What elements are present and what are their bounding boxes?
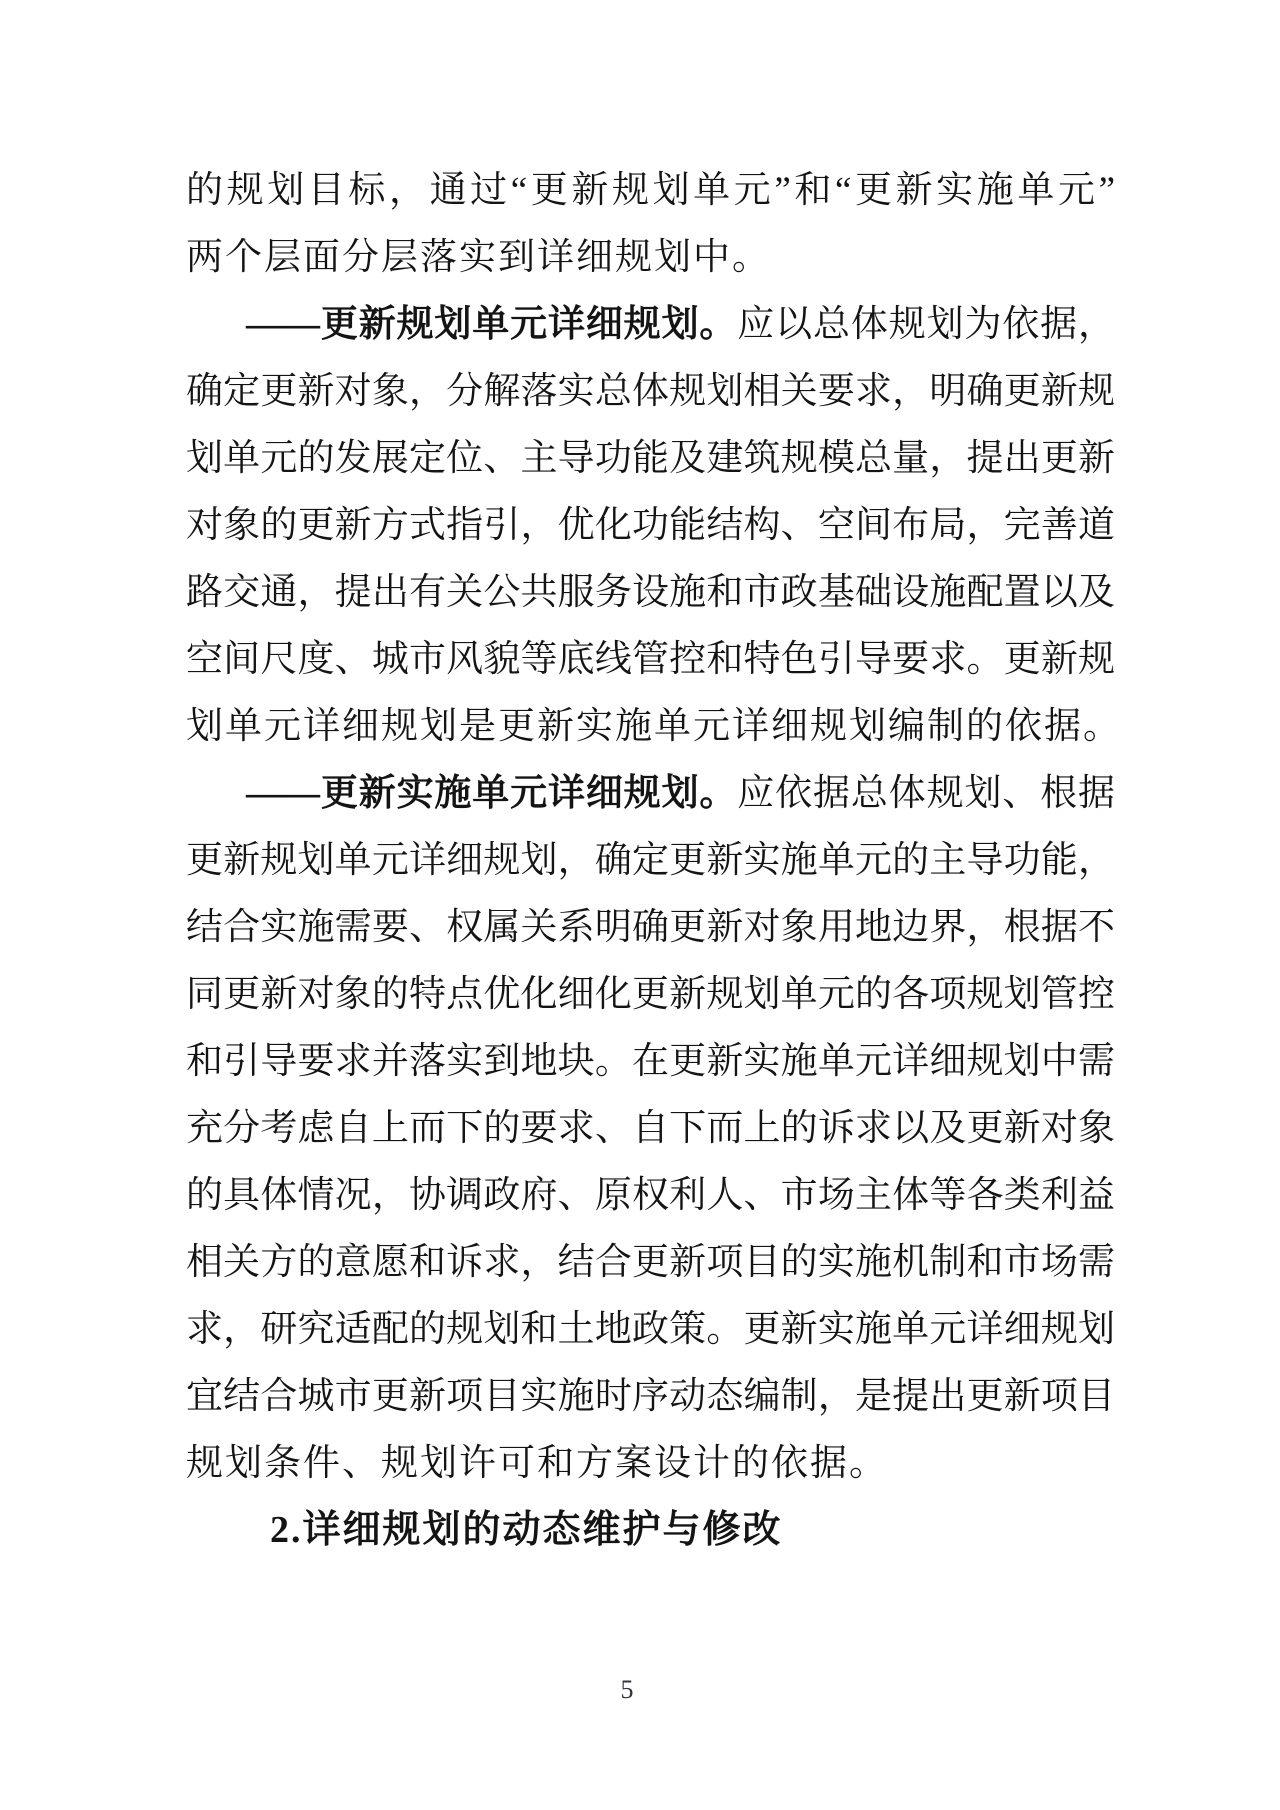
- text-segment: 结合实施需要、权属关系明确更新对象用地边界，根据不: [186, 907, 1115, 948]
- text-segment: 的规划目标，通过“更新规划单元”和“更新实施单元”: [186, 170, 1115, 211]
- text-segment: 路交通，提出有关公共服务设施和市政基础设施配置以及: [186, 572, 1115, 613]
- text-line: [186, 358, 1115, 425]
- text-segment: 划单元的发展定位、主导功能及建筑规模总量，提出更新: [186, 438, 1115, 479]
- text-segment: 应依据总体规划、根据: [737, 773, 1116, 814]
- text-segment: 划单元详细规划是更新实施单元详细规划编制的依据。: [186, 706, 1122, 747]
- text-segment: 宜结合城市更新项目实施时序动态编制，是提出更新项目: [186, 1376, 1115, 1417]
- text-segment: 的具体情况，协调政府、原权利人、市场主体等各类利益: [186, 1175, 1115, 1216]
- text-segment: 确定更新对象，分解落实总体规划相关要求，明确更新规: [186, 371, 1115, 412]
- text-segment: 规划条件、规划许可和方案设计的依据。: [186, 1443, 888, 1484]
- text-line: [186, 425, 1115, 492]
- text-segment: 充分考虑自上而下的要求、自下而上的诉求以及更新对象: [186, 1108, 1115, 1149]
- text-line: [186, 894, 1115, 961]
- text-segment: 求，研究适配的规划和土地政策。更新实施单元详细规划: [186, 1309, 1115, 1350]
- text-segment: 空间尺度、城市风貌等底线管控和特色引导要求。更新规: [186, 639, 1115, 680]
- text-segment: ——更新实施单元详细规划。: [246, 773, 738, 814]
- section-heading: [186, 1497, 1115, 1564]
- text-segment: 相关方的意愿和诉求，结合更新项目的实施机制和市场需: [186, 1242, 1115, 1283]
- text-line: [186, 1162, 1115, 1229]
- text-segment: 同更新对象的特点优化细化更新规划单元的各项规划管控: [186, 974, 1115, 1015]
- text-line: [186, 1363, 1115, 1430]
- text-line: [186, 626, 1115, 693]
- text-line: [186, 224, 1115, 291]
- text-line: [186, 693, 1122, 760]
- text-segment: 更新规划单元详细规划，确定更新实施单元的主导功能，: [186, 840, 1115, 881]
- text-line: [186, 1296, 1115, 1363]
- text-line: [186, 1095, 1115, 1162]
- text-line: [186, 492, 1115, 559]
- text-line: [186, 291, 1115, 358]
- text-line: [186, 760, 1115, 827]
- text-segment: 应以总体规划为依据，: [737, 304, 1116, 345]
- text-line: [186, 1028, 1115, 1095]
- text-line: [186, 559, 1115, 626]
- text-segment: 两个层面分层落实到详细规划中。: [186, 237, 771, 278]
- text-line: [186, 827, 1115, 894]
- text-line: [186, 961, 1115, 1028]
- text-line: [186, 1229, 1115, 1296]
- text-line: [186, 1430, 1115, 1497]
- text-line: [186, 157, 1115, 224]
- document-body: [186, 157, 1122, 1564]
- page-number: 5: [620, 1675, 634, 1704]
- text-segment: 和引导要求并落实到地块。在更新实施单元详细规划中需: [186, 1041, 1115, 1082]
- text-segment: 2.详细规划的动态维护与修改: [270, 1509, 783, 1551]
- text-segment: 对象的更新方式指引，优化功能结构、空间布局，完善道: [186, 505, 1115, 546]
- text-segment: ——更新规划单元详细规划。: [246, 304, 738, 345]
